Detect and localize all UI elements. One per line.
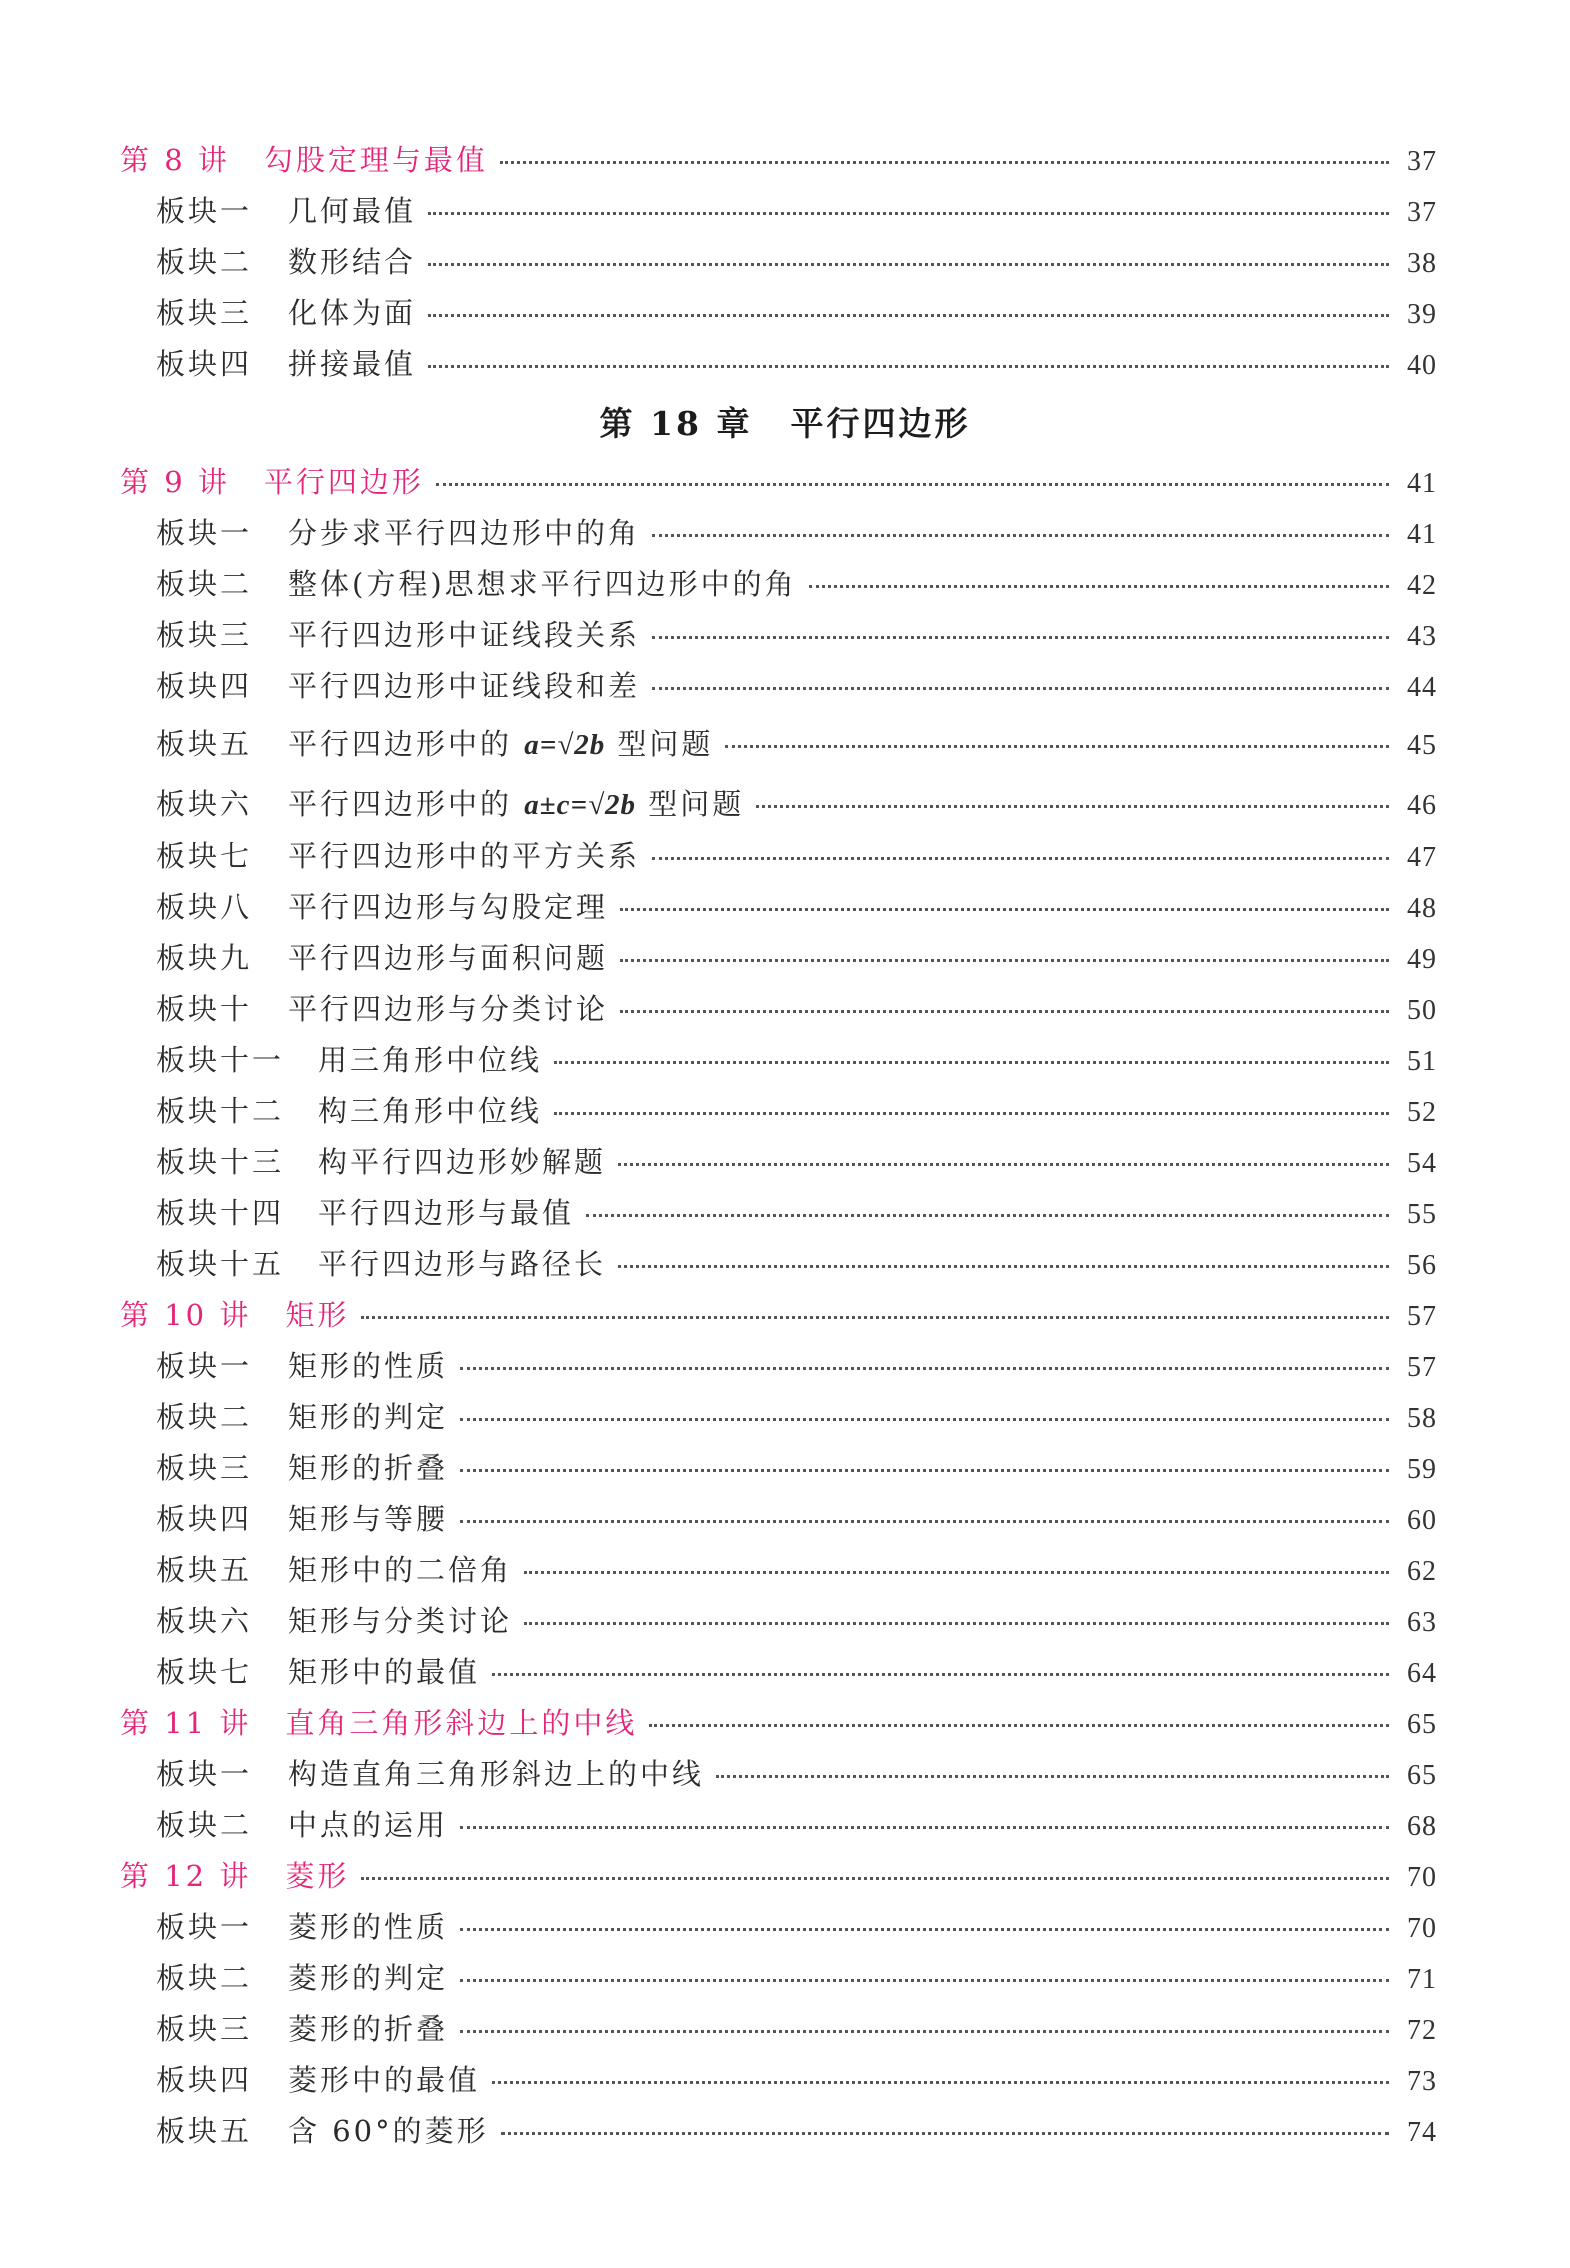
block-label: 板块二 bbox=[156, 1400, 253, 1434]
toc-block-item[interactable] bbox=[156, 1038, 1437, 1079]
dot-leader bbox=[652, 687, 1389, 690]
block-title: 菱形的性质 bbox=[288, 1910, 449, 1944]
block-label: 板块五 bbox=[156, 727, 253, 761]
block-title: 矩形中的最值 bbox=[288, 1655, 481, 1689]
dot-leader bbox=[460, 2030, 1389, 2033]
block-label: 板块二 bbox=[156, 567, 253, 601]
block-label: 板块十一 bbox=[156, 1043, 285, 1077]
toc-block-item[interactable] bbox=[156, 722, 1437, 763]
block-title: 菱形的折叠 bbox=[288, 2012, 449, 2046]
dot-leader bbox=[361, 1316, 1389, 1319]
block-title: 平行四边形中证线段和差 bbox=[288, 669, 641, 703]
page-number: 44 bbox=[1407, 672, 1437, 703]
chapter-heading bbox=[0, 398, 1570, 445]
page-number: 46 bbox=[1407, 790, 1437, 821]
toc-block-item[interactable] bbox=[156, 1395, 1437, 1436]
chapter-title: 平行四边形 bbox=[790, 404, 971, 443]
block-title: 矩形与等腰 bbox=[288, 1502, 449, 1536]
toc-block-item[interactable] bbox=[156, 2058, 1437, 2099]
page-number: 42 bbox=[1407, 570, 1437, 601]
toc-block-item[interactable] bbox=[156, 1497, 1437, 1538]
lecture-title: 平行四边形 bbox=[263, 465, 424, 499]
block-label: 板块十五 bbox=[156, 1247, 285, 1281]
page-number: 65 bbox=[1407, 1709, 1437, 1740]
dot-leader bbox=[756, 805, 1389, 808]
toc-block-item[interactable] bbox=[156, 562, 1437, 603]
dot-leader bbox=[716, 1775, 1389, 1778]
block-title: 矩形与分类讨论 bbox=[288, 1604, 513, 1638]
dot-leader bbox=[524, 1571, 1389, 1574]
toc-block-item[interactable] bbox=[156, 1446, 1437, 1487]
block-title bbox=[288, 782, 744, 823]
dot-leader bbox=[460, 1928, 1389, 1931]
toc-block-item[interactable] bbox=[156, 2109, 1437, 2150]
toc-block-item[interactable] bbox=[156, 1803, 1437, 1844]
dot-leader bbox=[361, 1877, 1389, 1880]
dot-leader bbox=[618, 1265, 1389, 1268]
block-title: 构三角形中位线 bbox=[318, 1094, 543, 1128]
dot-leader bbox=[501, 2132, 1389, 2135]
page-number: 39 bbox=[1407, 299, 1437, 330]
block-title: 平行四边形与勾股定理 bbox=[288, 890, 609, 924]
block-label: 板块十四 bbox=[156, 1196, 285, 1230]
page-number: 37 bbox=[1407, 197, 1437, 228]
dot-leader bbox=[428, 314, 1389, 317]
page-number: 73 bbox=[1407, 2066, 1437, 2097]
dot-leader bbox=[428, 263, 1389, 266]
block-title: 含 60°的菱形 bbox=[288, 2114, 489, 2148]
block-label: 板块四 bbox=[156, 347, 253, 381]
page-number: 40 bbox=[1407, 350, 1437, 381]
block-label: 板块一 bbox=[156, 194, 253, 228]
toc-block-item[interactable] bbox=[156, 342, 1437, 383]
dot-leader bbox=[652, 636, 1389, 639]
page-number: 45 bbox=[1407, 730, 1437, 761]
block-title: 矩形的判定 bbox=[288, 1400, 449, 1434]
block-label: 板块六 bbox=[156, 787, 253, 821]
page-number: 47 bbox=[1407, 842, 1437, 873]
page-number: 63 bbox=[1407, 1607, 1437, 1638]
toc-lecture-11[interactable] bbox=[120, 1701, 1437, 1742]
toc-block-item[interactable] bbox=[156, 1650, 1437, 1691]
page-number: 74 bbox=[1407, 2117, 1437, 2148]
block-title: 构造直角三角形斜边上的中线 bbox=[288, 1757, 705, 1791]
toc-block-item[interactable] bbox=[156, 189, 1437, 230]
dot-leader bbox=[492, 2081, 1389, 2084]
block-label: 板块十 bbox=[156, 992, 253, 1026]
dot-leader bbox=[460, 1469, 1389, 1472]
toc-lecture-9[interactable] bbox=[120, 460, 1437, 501]
block-label: 板块六 bbox=[156, 1604, 253, 1638]
block-label: 板块四 bbox=[156, 669, 253, 703]
page-number: 57 bbox=[1407, 1352, 1437, 1383]
toc-block-item[interactable] bbox=[156, 511, 1437, 552]
block-label: 板块三 bbox=[156, 296, 253, 330]
page-number: 49 bbox=[1407, 944, 1437, 975]
dot-leader bbox=[460, 1367, 1389, 1370]
block-title: 矩形中的二倍角 bbox=[288, 1553, 513, 1587]
block-title: 矩形的折叠 bbox=[288, 1451, 449, 1485]
block-label: 板块九 bbox=[156, 941, 253, 975]
page-number: 50 bbox=[1407, 995, 1437, 1026]
dot-leader bbox=[725, 745, 1389, 748]
toc-block-item[interactable] bbox=[156, 782, 1437, 823]
toc-block-item[interactable] bbox=[156, 613, 1437, 654]
page-number: 55 bbox=[1407, 1199, 1437, 1230]
title-text: 型问题 bbox=[648, 787, 745, 821]
page-number: 38 bbox=[1407, 248, 1437, 279]
page-number: 72 bbox=[1407, 2015, 1437, 2046]
block-label: 板块三 bbox=[156, 618, 253, 652]
page-number: 56 bbox=[1407, 1250, 1437, 1281]
block-title: 中点的运用 bbox=[288, 1808, 449, 1842]
dot-leader bbox=[554, 1112, 1389, 1115]
block-title: 整体(方程)思想求平行四边形中的角 bbox=[288, 567, 797, 601]
page-number: 37 bbox=[1407, 146, 1437, 177]
block-label: 板块八 bbox=[156, 890, 253, 924]
toc-block-item[interactable] bbox=[156, 834, 1437, 875]
toc-block-item[interactable] bbox=[156, 664, 1437, 705]
block-label: 板块四 bbox=[156, 1502, 253, 1536]
toc-block-item[interactable] bbox=[156, 1344, 1437, 1385]
block-label: 板块十三 bbox=[156, 1145, 285, 1179]
block-title: 平行四边形与面积问题 bbox=[288, 941, 609, 975]
toc-block-item[interactable] bbox=[156, 1242, 1437, 1283]
toc-block-item[interactable] bbox=[156, 1905, 1437, 1946]
block-label: 板块三 bbox=[156, 1451, 253, 1485]
block-label: 板块二 bbox=[156, 1808, 253, 1842]
dot-leader bbox=[652, 534, 1389, 537]
dot-leader bbox=[460, 1520, 1389, 1523]
block-label: 板块五 bbox=[156, 2114, 253, 2148]
page-number: 52 bbox=[1407, 1097, 1437, 1128]
toc-block-item[interactable] bbox=[156, 987, 1437, 1028]
lecture-label: 第 11 讲 bbox=[120, 1706, 252, 1740]
block-title: 平行四边形中证线段关系 bbox=[288, 618, 641, 652]
block-label: 板块七 bbox=[156, 839, 253, 873]
block-title: 平行四边形中的平方关系 bbox=[288, 839, 641, 873]
toc-block-item[interactable] bbox=[156, 1548, 1437, 1589]
toc-block-item[interactable] bbox=[156, 291, 1437, 332]
formula: a=√2b bbox=[524, 729, 606, 761]
block-label: 板块四 bbox=[156, 2063, 253, 2097]
page-number: 68 bbox=[1407, 1811, 1437, 1842]
block-label: 板块五 bbox=[156, 1553, 253, 1587]
toc-block-item[interactable] bbox=[156, 2007, 1437, 2048]
page-number: 59 bbox=[1407, 1454, 1437, 1485]
toc-lecture-10[interactable] bbox=[120, 1293, 1437, 1334]
page-number: 65 bbox=[1407, 1760, 1437, 1791]
dot-leader bbox=[618, 1163, 1389, 1166]
block-label: 板块一 bbox=[156, 1757, 253, 1791]
dot-leader bbox=[586, 1214, 1389, 1217]
dot-leader bbox=[620, 1010, 1389, 1013]
page-number: 71 bbox=[1407, 1964, 1437, 1995]
page-number: 70 bbox=[1407, 1913, 1437, 1944]
toc-block-item[interactable] bbox=[156, 936, 1437, 977]
toc-block-item[interactable] bbox=[156, 1140, 1437, 1181]
block-title: 数形结合 bbox=[288, 245, 417, 279]
toc-block-item[interactable] bbox=[156, 1191, 1437, 1232]
dot-leader bbox=[460, 1826, 1389, 1829]
lecture-title: 直角三角形斜边上的中线 bbox=[285, 1706, 638, 1740]
lecture-label: 第 9 讲 bbox=[120, 465, 230, 499]
block-title: 菱形中的最值 bbox=[288, 2063, 481, 2097]
lecture-title: 菱形 bbox=[285, 1859, 350, 1893]
page-number: 57 bbox=[1407, 1301, 1437, 1332]
toc-lecture-8[interactable] bbox=[120, 138, 1437, 179]
toc-block-item[interactable] bbox=[156, 240, 1437, 281]
lecture-label: 第 10 讲 bbox=[120, 1298, 252, 1332]
dot-leader bbox=[460, 1979, 1389, 1982]
block-label: 板块一 bbox=[156, 516, 253, 550]
lecture-title: 矩形 bbox=[285, 1298, 350, 1332]
dot-leader bbox=[500, 161, 1389, 164]
page-number: 43 bbox=[1407, 621, 1437, 652]
block-label: 板块十二 bbox=[156, 1094, 285, 1128]
toc-lecture-12[interactable] bbox=[120, 1854, 1437, 1895]
block-title: 化体为面 bbox=[288, 296, 417, 330]
block-title: 平行四边形与路径长 bbox=[318, 1247, 607, 1281]
block-title: 几何最值 bbox=[288, 194, 417, 228]
chapter-label: 第 18 章 bbox=[599, 404, 753, 443]
block-label: 板块一 bbox=[156, 1349, 253, 1383]
toc-block-item[interactable] bbox=[156, 1752, 1437, 1793]
block-label: 板块一 bbox=[156, 1910, 253, 1944]
block-label: 板块七 bbox=[156, 1655, 253, 1689]
page-number: 54 bbox=[1407, 1148, 1437, 1179]
dot-leader bbox=[436, 483, 1389, 486]
title-text: 平行四边形中的 bbox=[288, 727, 513, 761]
lecture-title: 勾股定理与最值 bbox=[263, 143, 488, 177]
block-title: 平行四边形与最值 bbox=[318, 1196, 575, 1230]
page-number: 60 bbox=[1407, 1505, 1437, 1536]
dot-leader bbox=[620, 959, 1389, 962]
dot-leader bbox=[620, 908, 1389, 911]
page-number: 51 bbox=[1407, 1046, 1437, 1077]
block-title: 拼接最值 bbox=[288, 347, 417, 381]
dot-leader bbox=[809, 585, 1389, 588]
dot-leader bbox=[554, 1061, 1389, 1064]
toc-block-item[interactable] bbox=[156, 1089, 1437, 1130]
formula: a±c=√2b bbox=[524, 789, 636, 821]
block-title: 平行四边形与分类讨论 bbox=[288, 992, 609, 1026]
title-text: 型问题 bbox=[617, 727, 714, 761]
dot-leader bbox=[652, 857, 1389, 860]
block-title: 矩形的性质 bbox=[288, 1349, 449, 1383]
page-number: 41 bbox=[1407, 468, 1437, 499]
block-title: 用三角形中位线 bbox=[318, 1043, 543, 1077]
toc-block-item[interactable] bbox=[156, 1599, 1437, 1640]
page-number: 70 bbox=[1407, 1862, 1437, 1893]
title-text: 平行四边形中的 bbox=[288, 787, 513, 821]
page-number: 62 bbox=[1407, 1556, 1437, 1587]
block-label: 板块二 bbox=[156, 1961, 253, 1995]
toc-block-item[interactable] bbox=[156, 885, 1437, 926]
dot-leader bbox=[524, 1622, 1389, 1625]
block-title: 分步求平行四边形中的角 bbox=[288, 516, 641, 550]
block-label: 板块三 bbox=[156, 2012, 253, 2046]
toc-block-item[interactable] bbox=[156, 1956, 1437, 1997]
block-title bbox=[288, 722, 713, 763]
dot-leader bbox=[492, 1673, 1389, 1676]
page-number: 64 bbox=[1407, 1658, 1437, 1689]
page-number: 41 bbox=[1407, 519, 1437, 550]
dot-leader bbox=[428, 212, 1389, 215]
dot-leader bbox=[460, 1418, 1389, 1421]
block-title: 构平行四边形妙解题 bbox=[318, 1145, 607, 1179]
page-number: 48 bbox=[1407, 893, 1437, 924]
block-title: 菱形的判定 bbox=[288, 1961, 449, 1995]
lecture-label: 第 8 讲 bbox=[120, 143, 230, 177]
page-number: 58 bbox=[1407, 1403, 1437, 1434]
dot-leader bbox=[649, 1724, 1389, 1727]
block-label: 板块二 bbox=[156, 245, 253, 279]
lecture-label: 第 12 讲 bbox=[120, 1859, 252, 1893]
dot-leader bbox=[428, 365, 1389, 368]
